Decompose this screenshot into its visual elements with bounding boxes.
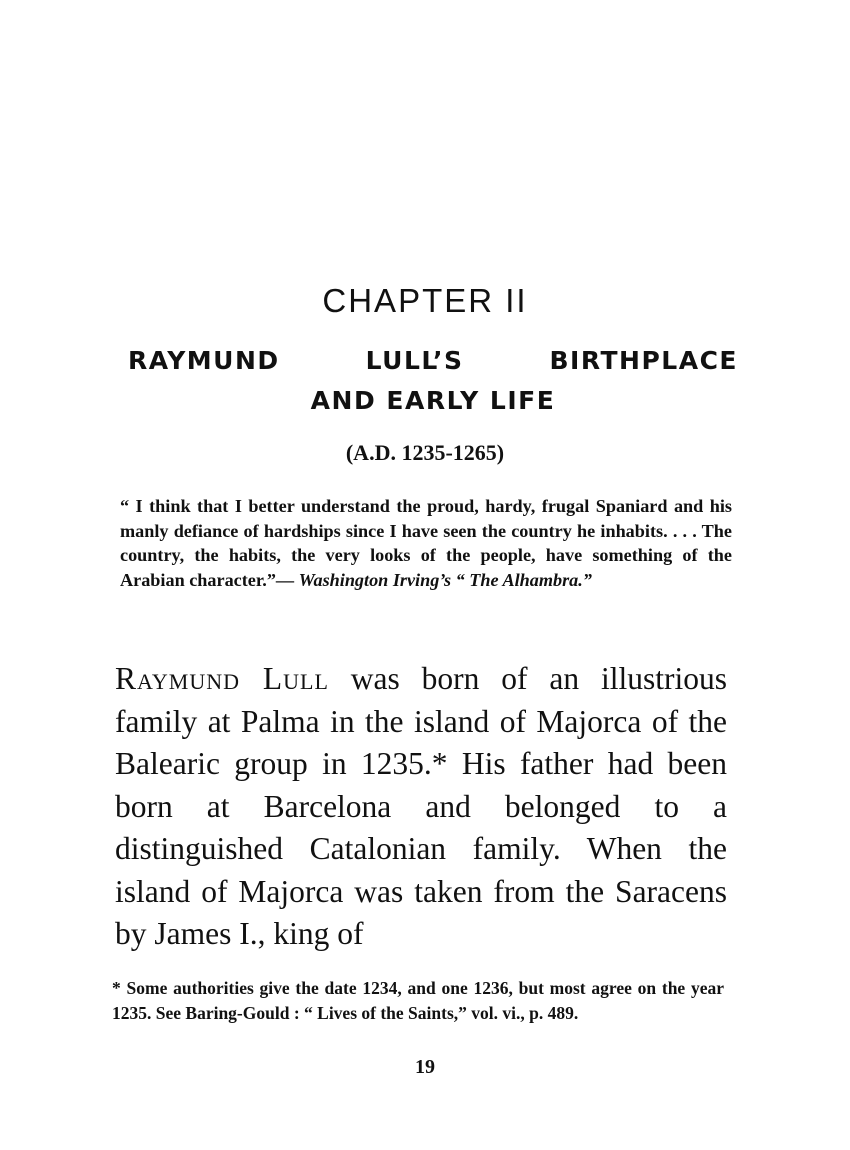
body-text: was born of an illustrious family at Palma in the island of Majorca of the Balearic group in 1235.* His father had been born at Barcelona and belonged to a distinguished Catalonian family. When the island of Majorca was taken from the Saracens by James I., king of: [115, 661, 728, 951]
chapter-dates: (A.D. 1235-1265): [345, 440, 505, 465]
epigraph-author: Washington Irving’s: [298, 569, 452, 590]
chapter-title-line-1: RAYMUND LULL’S BIRTHPLACE: [128, 346, 738, 375]
body-paragraph: [115, 658, 727, 956]
chapter-heading: CHAPTER II: [322, 282, 528, 319]
epigraph: [120, 494, 732, 592]
epigraph-quote: “ I think that I better understand the proud, hardy, frugal Spaniard and his manly defiance of hardships since I have seen the country he inhabits. . . . The country, the habits, the very looks of the people, have something of the Arabian character.”—: [120, 496, 732, 590]
chapter-title-line-2: AND EARLY LIFE: [310, 386, 556, 415]
epigraph-work: “ The Alhambra.”: [451, 569, 592, 590]
page-number: 19: [415, 1056, 435, 1078]
body-lead-words: Raymund Lull: [115, 661, 329, 696]
footnote: * Some authorities give the date 1234, and one 1236, but most agree on the year 1235. See Baring-Gould : “ Lives of the Saints,” vol. vi., p. 489.: [112, 978, 724, 1023]
